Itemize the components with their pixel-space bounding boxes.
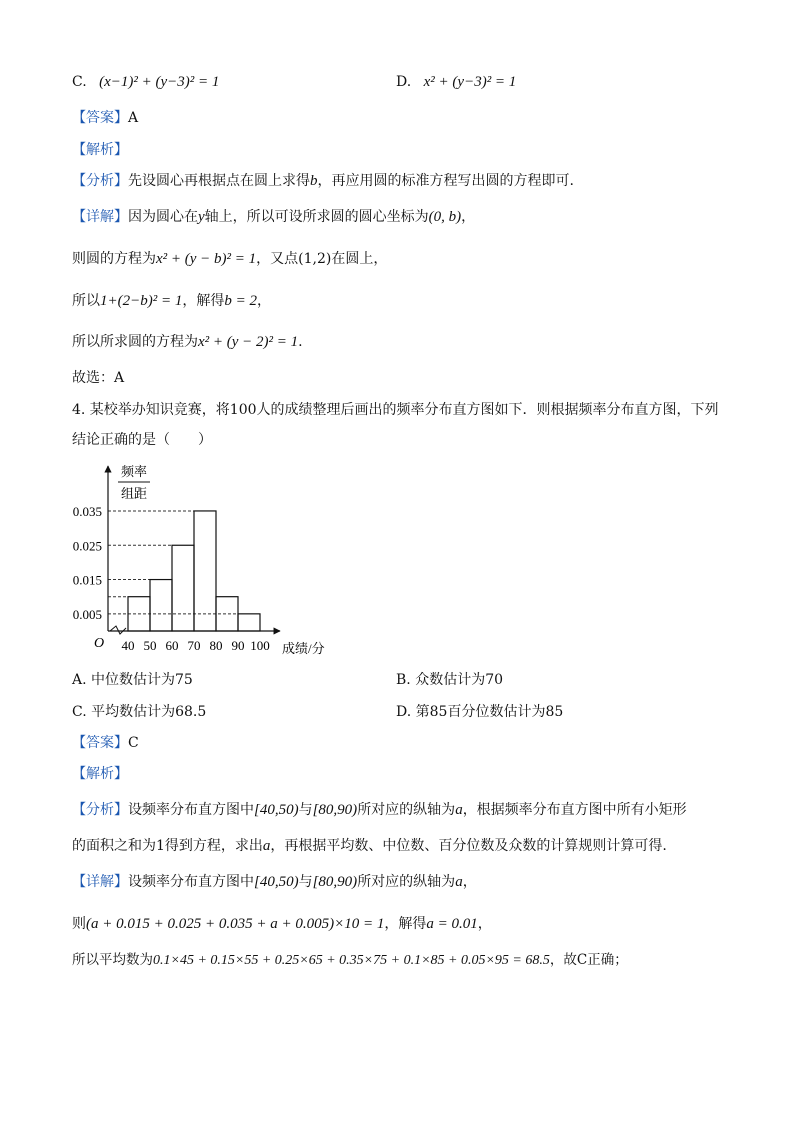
- q3-conclusion: 故选：A: [72, 370, 125, 386]
- y-tick-0.005: 0.005: [72, 606, 102, 622]
- q4-fenxi-2: 的面积之和为1得到方程，求出a，再根据平均数、中位数、百分位数及众数的计算规则计算可得.: [72, 838, 667, 854]
- xlabel: 成绩/分: [282, 641, 325, 656]
- q4-option-c: C. 平均数估计为68.5: [72, 704, 207, 720]
- x-tick-80: 80: [209, 638, 223, 653]
- q4-xiangjie-2: 则(a + 0.015 + 0.025 + 0.035 + a + 0.005)×10 = 1，解得a = 0.01，: [72, 916, 492, 932]
- y-tick-0.025: 0.025: [72, 538, 102, 554]
- q4-answer: 【答案】C: [72, 735, 139, 751]
- q4-xiangjie-3: 所以平均数为0.1×45 + 0.15×55 + 0.25×65 + 0.35×75 + 0.1×85 + 0.05×95 = 68.5，故C正确；: [72, 952, 628, 968]
- frequency-histogram: [62, 458, 352, 663]
- q4-stem-line2: 结论正确的是（ ）: [72, 432, 212, 448]
- histogram-bar-60-70: [172, 545, 194, 631]
- q4-analysis-header: 【解析】: [72, 766, 128, 782]
- x-tick-50: 50: [143, 638, 157, 653]
- q3-xiangjie-4: 所以所求圆的方程为x² + (y − 2)² = 1.: [72, 334, 303, 350]
- q3-analysis-header: 【解析】: [72, 142, 128, 158]
- q4-option-d: D. 第85百分位数估计为85: [396, 704, 564, 720]
- x-tick-40: 40: [121, 638, 135, 653]
- q3-option-c-expr: (x−1)² + (y−3)² = 1: [99, 74, 220, 90]
- q3-xiangjie-1: 【详解】因为圆心在y轴上，所以可设所求圆的圆心坐标为(0, b)，: [72, 209, 476, 225]
- q4-stem-line1: 4. 某校举办知识竞赛，将100人的成绩整理后画出的频率分布直方图如下．则根据频率分布直方图，下列: [72, 402, 719, 418]
- q3-answer: 【答案】A: [72, 110, 139, 126]
- histogram-bar-90-100: [238, 614, 260, 631]
- histogram-bar-70-80: [194, 511, 216, 631]
- y-tick-0.035: 0.035: [72, 503, 102, 519]
- q3-option-c: C. (x−1)² + (y−3)² = 1: [72, 74, 220, 90]
- q3-option-d: D. x² + (y−3)² = 1: [396, 74, 517, 90]
- q4-xiangjie-1: 【详解】设频率分布直方图中[40,50)与[80,90)所对应的纵轴为a，: [72, 874, 477, 890]
- origin-label: O: [94, 636, 105, 651]
- q3-option-d-expr: x² + (y−3)² = 1: [423, 74, 517, 90]
- x-tick-60: 60: [165, 638, 179, 653]
- x-tick-90: 90: [231, 638, 245, 653]
- q4-option-b: B. 众数估计为70: [396, 672, 504, 688]
- axis-break-mark: [110, 626, 126, 634]
- histogram-bar-50-60: [150, 580, 172, 631]
- y-tick-0.015: 0.015: [72, 572, 102, 588]
- ylabel-denominator: 组距: [120, 486, 148, 501]
- q4-option-a: A. 中位数估计为75: [72, 672, 193, 688]
- q3-xiangjie-2: 则圆的方程为x² + (y − b)² = 1，又点(1,2)在圆上，: [72, 251, 388, 267]
- ylabel-numerator: 频率: [120, 464, 148, 479]
- q3-xiangjie-3: 所以1+(2−b)² = 1，解得b = 2，: [72, 293, 271, 309]
- q4-fenxi-1: 【分析】设频率分布直方图中[40,50)与[80,90)所对应的纵轴为a，根据频率分布直方图中所有小矩形: [72, 802, 687, 818]
- x-tick-70: 70: [187, 638, 201, 653]
- q3-fenxi: 【分析】先设圆心再根据点在圆上求得b，再应用圆的标准方程写出圆的方程即可.: [72, 173, 574, 189]
- x-tick-100: 100: [250, 638, 270, 653]
